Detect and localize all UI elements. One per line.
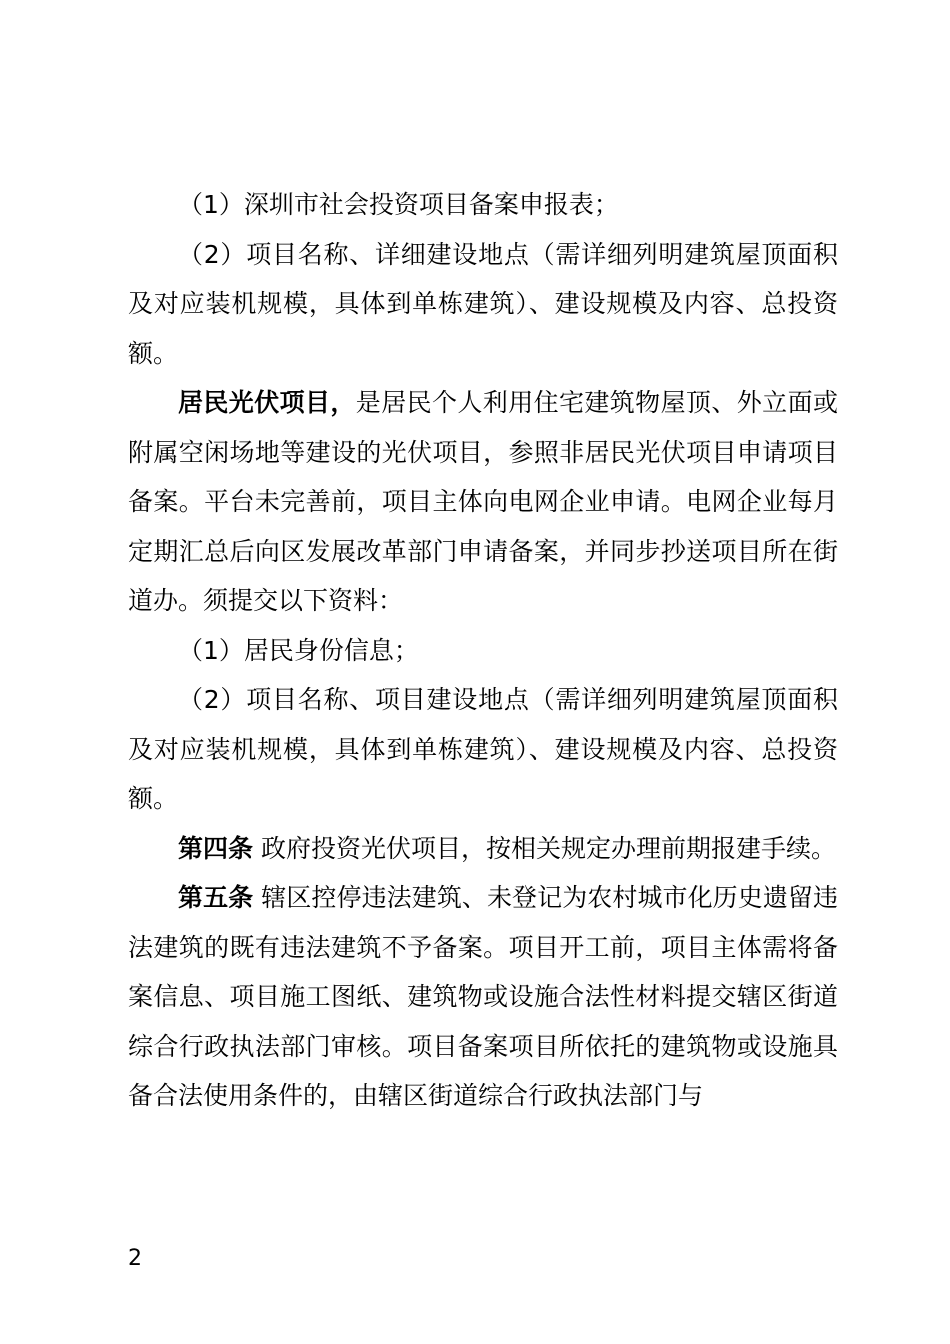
paragraph-text: （2）项目名称、详细建设地点（需详细列明建筑屋顶面积及对应装机规模，具体到单栋建筑）、建设规模及内容、总投资额。 xyxy=(128,239,838,368)
paragraph-text: 政府投资光伏项目，按相关规定办理前期报建手续。 xyxy=(253,833,836,863)
page-number: 2 xyxy=(128,1246,142,1271)
article-heading: 第四条 xyxy=(178,833,254,863)
paragraph-item-1-form xyxy=(128,180,838,230)
paragraph-item-2-project-info xyxy=(128,230,838,379)
paragraph-article-4 xyxy=(128,824,838,874)
paragraph-text: 是居民个人利用住宅建筑物屋顶、外立面或附属空闲场地等建设的光伏项目，参照非居民光伏项目申请项目备案。平台未完善前，项目主体向电网企业申请。电网企业每月定期汇总后向区发展改革部门申请备案，并同步抄送项目所在街道办。须提交以下资料： xyxy=(128,388,838,615)
paragraph-item-2-project-location xyxy=(128,675,838,824)
article-heading: 第五条 xyxy=(178,883,254,912)
paragraph-text: （2）项目名称、项目建设地点（需详细列明建筑屋顶面积及对应装机规模，具体到单栋建筑）、建设规模及内容、总投资额。 xyxy=(128,685,838,813)
paragraph-item-1-identity xyxy=(128,626,838,676)
paragraph-text: （1）居民身份信息； xyxy=(178,635,419,665)
paragraph-lead: 居民光伏项目， xyxy=(178,388,356,417)
paragraph-text: （1）深圳市社会投资项目备案申报表； xyxy=(178,190,619,219)
document-body xyxy=(128,180,838,1121)
paragraph-text: 辖区控停违法建筑、未登记为农村城市化历史遗留违法建筑的既有违法建筑不予备案。项目开工前，项目主体需将备案信息、项目施工图纸、建筑物或设施合法性材料提交辖区街道综合行政执法部门审核。项目备案项目所依托的建筑物或设施具备合法使用条件的，由辖区街道综合行政执法部门与 xyxy=(128,883,838,1110)
paragraph-residential-pv xyxy=(128,378,838,626)
paragraph-article-5 xyxy=(128,873,838,1121)
